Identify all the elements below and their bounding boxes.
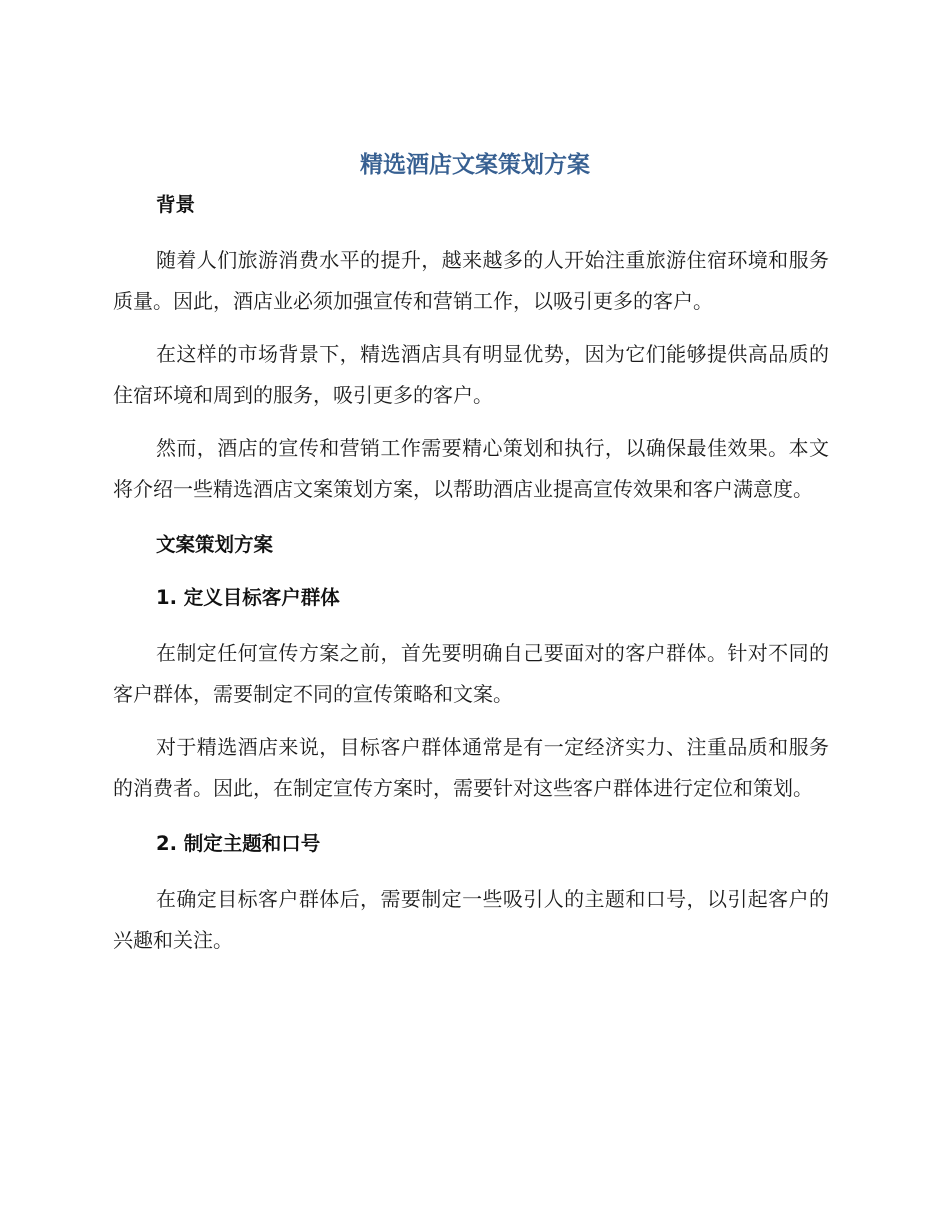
document-body — [113, 190, 829, 961]
paragraph: 随着人们旅游消费水平的提升，越来越多的人开始注重旅游住宿环境和服务质量。因此，酒店业必须加强宣传和营销工作，以吸引更多的客户。 — [113, 248, 829, 313]
section-heading-background: 背景 — [156, 193, 196, 216]
section-heading-plan: 文案策划方案 — [156, 533, 274, 556]
subsection-heading-step2: 2. 制定主题和口号 — [156, 832, 321, 855]
document-title: 精选酒店文案策划方案 — [360, 152, 590, 178]
paragraph: 在制定任何宣传方案之前，首先要明确自己要面对的客户群体。针对不同的客户群体，需要制定不同的宣传策略和文案。 — [113, 641, 829, 706]
paragraph: 在这样的市场背景下，精选酒店具有明显优势，因为它们能够提供高品质的住宿环境和周到的服务，吸引更多的客户。 — [113, 342, 829, 407]
paragraph: 在确定目标客户群体后，需要制定一些吸引人的主题和口号，以引起客户的兴趣和关注。 — [113, 887, 829, 952]
subsection-heading-step1: 1. 定义目标客户群体 — [156, 586, 340, 609]
paragraph: 对于精选酒店来说，目标客户群体通常是有一定经济实力、注重品质和服务的消费者。因此，在制定宣传方案时，需要针对这些客户群体进行定位和策划。 — [113, 735, 829, 800]
paragraph: 然而，酒店的宣传和营销工作需要精心策划和执行，以确保最佳效果。本文将介绍一些精选酒店文案策划方案，以帮助酒店业提高宣传效果和客户满意度。 — [113, 436, 829, 501]
